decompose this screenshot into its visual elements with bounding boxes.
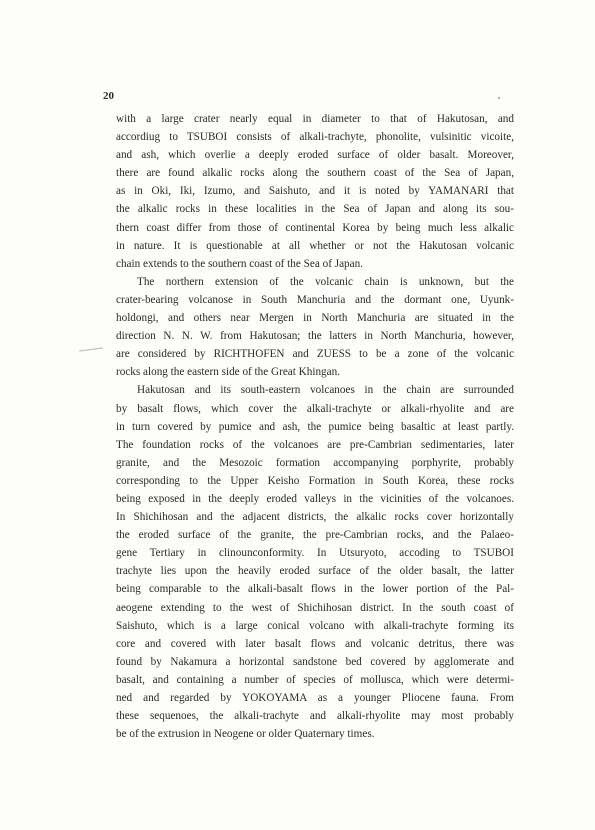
text-line: Saishuto, which is a large conical volcano with alkali-trachyte forming its	[116, 619, 514, 632]
text-line: holdongi, and others near Mergen in North Manchuria are situated in the	[116, 312, 514, 325]
text-line: these sequenoes, the alkali-trachyte and alkali-rhyolite may most probably	[116, 710, 514, 723]
text-line: rocks along the eastern side of the Great Khingan.	[116, 366, 340, 379]
text-line: aeogene extending to the west of Shichihosan district. In the south coast of	[116, 601, 514, 614]
text-line: there are found alkalic rocks along the southern coast of the Sea of Japan,	[116, 167, 514, 180]
text-line: The foundation rocks of the volcanoes are pre-Cambrian sedimentaries, later	[116, 438, 514, 451]
text-line: as in Oki, Iki, Izumo, and Saishuto, and it is noted by YAMANARI that	[116, 185, 514, 198]
text-line: trachyte lies upon the heavily eroded surface of the older basalt, the latter	[116, 565, 514, 578]
paragraph-2	[116, 273, 514, 382]
text-line: corresponding to the Upper Keisho Formation in South Korea, these rocks	[116, 474, 514, 487]
text-line: thern coast differ from those of continental Korea by being much less alkalic	[116, 221, 514, 234]
paragraph-3	[116, 381, 514, 743]
text-line: and ash, which overlie a deeply eroded surface of older basalt. Moreover,	[116, 149, 514, 162]
speck-mark	[498, 97, 500, 99]
text-line: the alkalic rocks in these localities in the Sea of Japan and along its sou-	[116, 203, 514, 216]
text-line: crater-bearing volcanose in South Manchuria and the dormant one, Uyunk-	[116, 293, 514, 306]
text-line: in nature. It is questionable at all whether or not the Hakutosan volcanic	[116, 239, 514, 252]
text-line: by basalt flows, which cover the alkali-trachyte or alkali-rhyolite and are	[116, 402, 514, 415]
text-line: are considered by RICHTHOFEN and ZUESS to be a zone of the volcanic	[116, 348, 514, 361]
text-line: found by Nakamura a horizontal sandstone bed covered by agglomerate and	[116, 655, 514, 668]
text-line: In Shichihosan and the adjacent districts, the alkalic rocks cover horizontally	[116, 511, 514, 524]
paragraph-1	[116, 110, 514, 273]
text-line: Hakutosan and its south-eastern volcanoes in the chain are surrounded	[137, 384, 514, 397]
text-line: basalt, and containing a number of species of mollusca, which were determi-	[116, 673, 514, 686]
text-line: with a large crater nearly equal in diameter to that of Hakutosan, and	[116, 113, 514, 125]
text-line: being comparable to the alkali-basalt flows in the lower portion of the Pal-	[116, 583, 514, 596]
text-line: chain extends to the southern coast of the Sea of Japan.	[116, 257, 363, 270]
text-line: granite, and the Mesozoic formation accompanying porphyrite, probably	[116, 456, 514, 469]
text-line: the eroded surface of the granite, the pre-Cambrian rocks, and the Palaeo-	[116, 529, 514, 542]
text-line: in turn covered by pumice and ash, the pumice being basaltic at least partly.	[116, 420, 514, 433]
text-line: accordiug to TSUBOI consists of alkali-trachyte, phonolite, vulsinitic vicoite,	[116, 131, 514, 144]
text-line: The northern extension of the volcanic chain is unknown, but the	[137, 275, 514, 288]
body-text	[116, 110, 514, 743]
page-number: 20	[103, 90, 114, 102]
text-line: ned and regarded by YOKOYAMA as a younger Pliocene fauna. From	[116, 692, 514, 704]
text-line: be of the extrusion in Neogene or older Quaternary times.	[116, 728, 375, 741]
text-line: gene Tertiary in clinounconformity. In Utsuryoto, accoding to TSUBOI	[116, 547, 514, 560]
text-line: direction N. N. W. from Hakutosan; the latters in North Manchuria, however,	[116, 330, 514, 343]
text-line: core and covered with later basalt flows and volcanic detritus, there was	[116, 637, 514, 650]
text-line: being exposed in the deeply eroded valleys in the vicinities of the volcanoes.	[116, 492, 514, 505]
margin-pencil-mark	[79, 347, 103, 351]
